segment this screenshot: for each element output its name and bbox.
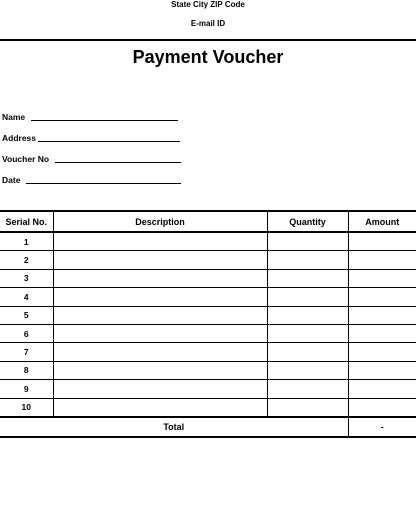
amount-cell[interactable]	[348, 324, 416, 342]
table-row	[0, 306, 416, 324]
quantity-cell[interactable]	[267, 232, 348, 251]
table-row	[0, 288, 416, 306]
serial-no-header: Serial No.	[0, 211, 53, 232]
serial-cell: 6	[0, 324, 53, 342]
table-row	[0, 380, 416, 398]
description-cell[interactable]	[53, 251, 267, 269]
table-row	[0, 269, 416, 287]
description-cell[interactable]	[53, 269, 267, 287]
description-cell[interactable]	[53, 398, 267, 417]
description-cell[interactable]	[53, 343, 267, 361]
voucher-no-label: Voucher No	[2, 154, 50, 164]
date-field	[2, 175, 20, 185]
serial-cell: 3	[0, 269, 53, 287]
description-header: Description	[53, 211, 267, 232]
address-field	[2, 133, 36, 143]
table-row	[0, 251, 416, 269]
amount-cell[interactable]	[348, 269, 416, 287]
amount-cell[interactable]	[348, 306, 416, 324]
quantity-cell[interactable]	[267, 324, 348, 342]
amount-cell[interactable]	[348, 380, 416, 398]
amount-cell[interactable]	[348, 251, 416, 269]
name-label: Name	[2, 112, 26, 122]
table-header-row	[0, 211, 416, 232]
serial-cell: 10	[0, 398, 53, 417]
table-row	[0, 343, 416, 361]
header-address-line: State City ZIP Code	[171, 0, 245, 9]
serial-cell: 9	[0, 380, 53, 398]
quantity-cell[interactable]	[267, 380, 348, 398]
amount-cell[interactable]	[348, 232, 416, 251]
serial-cell: 2	[0, 251, 53, 269]
amount-cell[interactable]	[348, 288, 416, 306]
serial-cell: 8	[0, 361, 53, 379]
date-label: Date	[2, 175, 21, 185]
address-fill-line[interactable]	[38, 141, 180, 142]
voucher-no-field	[2, 154, 49, 164]
page-title: Payment Voucher	[132, 47, 284, 67]
serial-cell: 5	[0, 306, 53, 324]
quantity-cell[interactable]	[267, 343, 348, 361]
serial-cell: 1	[0, 232, 53, 251]
voucher-table	[0, 210, 416, 438]
description-cell[interactable]	[53, 288, 267, 306]
table-row	[0, 361, 416, 379]
voucher-no-fill-line[interactable]	[55, 162, 181, 163]
quantity-header: Quantity	[267, 211, 348, 232]
description-cell[interactable]	[53, 232, 267, 251]
total-label: Total	[0, 417, 348, 437]
header-email-line: E-mail ID	[190, 19, 226, 28]
description-cell[interactable]	[53, 361, 267, 379]
table-row	[0, 232, 416, 251]
serial-cell: 4	[0, 288, 53, 306]
date-fill-line[interactable]	[26, 183, 181, 184]
amount-cell[interactable]	[348, 343, 416, 361]
quantity-cell[interactable]	[267, 288, 348, 306]
table-row	[0, 398, 416, 417]
header-divider	[0, 39, 416, 41]
amount-header: Amount	[348, 211, 416, 232]
amount-cell[interactable]	[348, 361, 416, 379]
amount-cell[interactable]	[348, 398, 416, 417]
quantity-cell[interactable]	[267, 306, 348, 324]
total-row	[0, 417, 416, 437]
quantity-cell[interactable]	[267, 251, 348, 269]
total-amount-cell: -	[348, 417, 416, 437]
quantity-cell[interactable]	[267, 269, 348, 287]
quantity-cell[interactable]	[267, 361, 348, 379]
quantity-cell[interactable]	[267, 398, 348, 417]
name-fill-line[interactable]	[31, 120, 178, 121]
description-cell[interactable]	[53, 324, 267, 342]
table-row	[0, 324, 416, 342]
description-cell[interactable]	[53, 380, 267, 398]
name-field	[2, 112, 25, 122]
description-cell[interactable]	[53, 306, 267, 324]
address-label: Address	[2, 133, 37, 143]
serial-cell: 7	[0, 343, 53, 361]
